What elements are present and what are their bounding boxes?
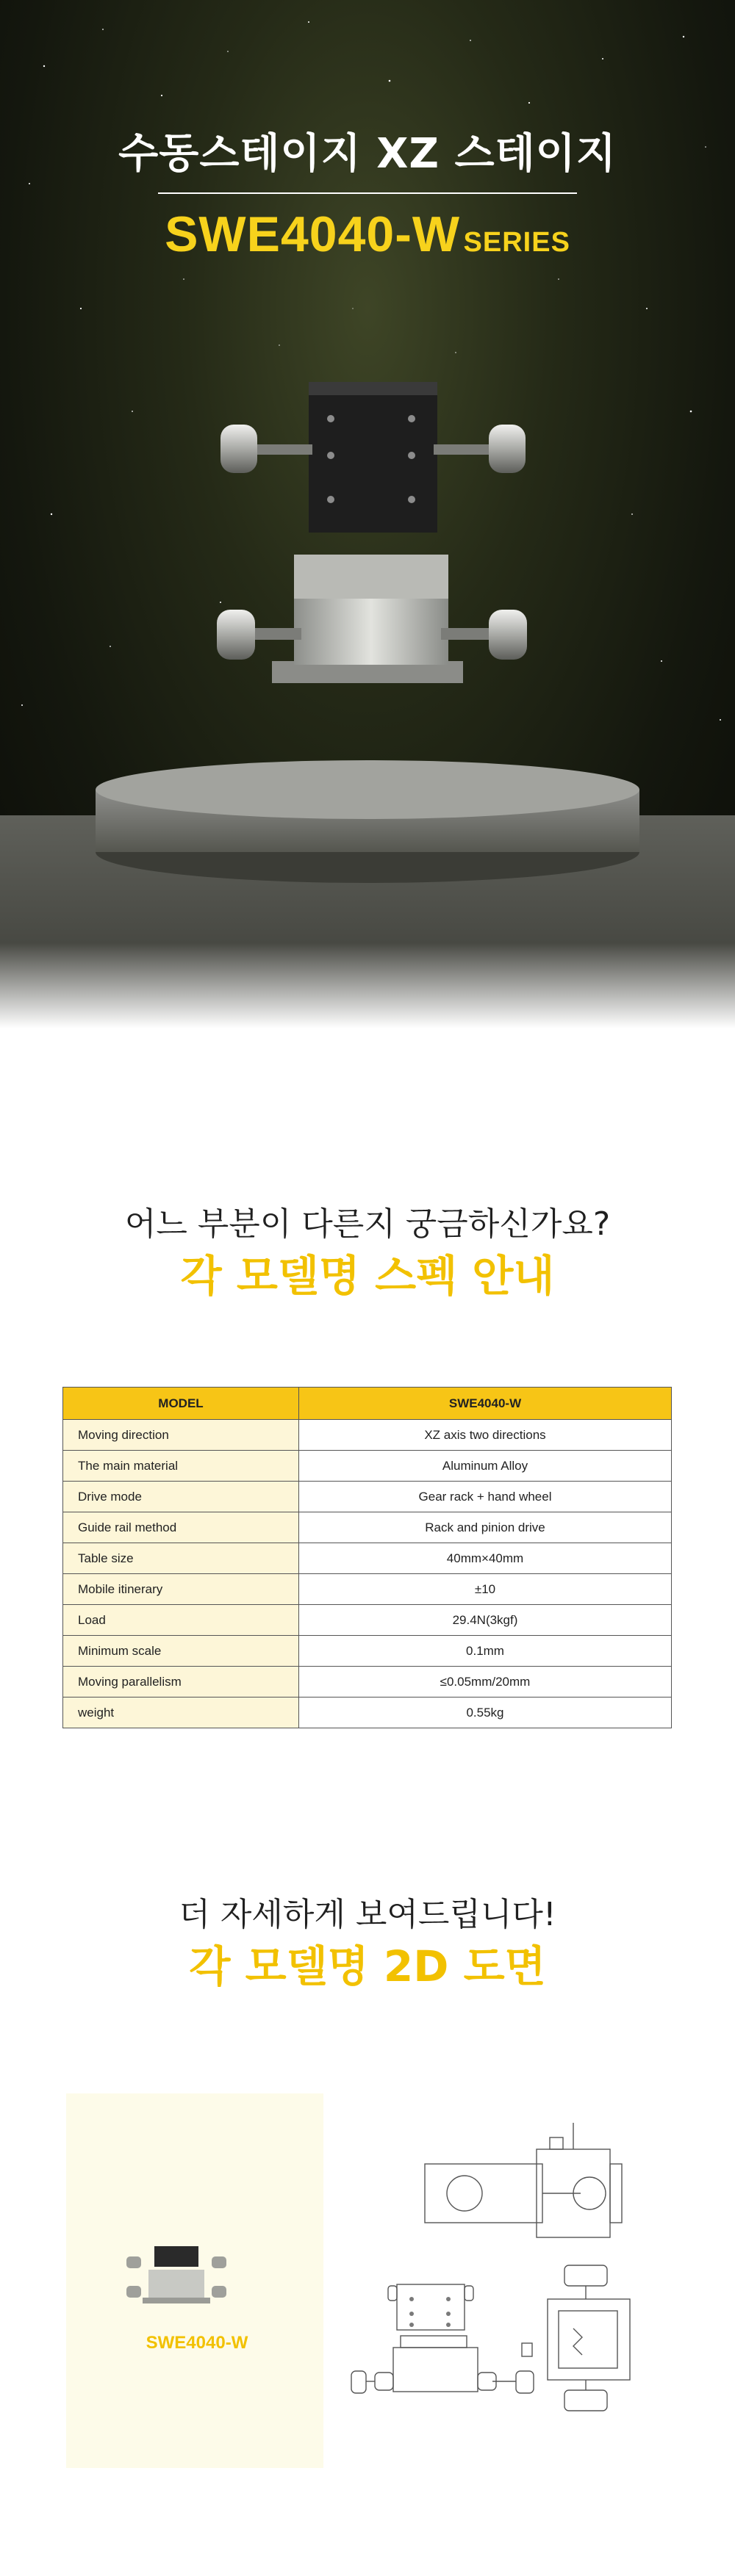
spec-label: Table size [63, 1543, 299, 1574]
product-render [0, 0, 735, 1028]
spec-section-heading: 각 모델명 스펙 안내 [180, 1251, 555, 1301]
spec-value: XZ axis two directions [299, 1420, 672, 1451]
spec-value: 0.1mm [299, 1636, 672, 1667]
drawing-section-heading: 각 모델명 2D 도면 [189, 1941, 546, 1991]
spec-value: ≤0.05mm/20mm [299, 1667, 672, 1698]
spec-header-model: MODEL [63, 1388, 299, 1420]
spec-label: Drive mode [63, 1482, 299, 1512]
spec-table-header [63, 1388, 672, 1420]
table-row [63, 1605, 672, 1636]
spec-value: 0.55kg [299, 1698, 672, 1728]
spec-value: 40mm×40mm [299, 1543, 672, 1574]
spec-label: Moving parallelism [63, 1667, 299, 1698]
hero-banner [0, 0, 735, 1028]
table-row [63, 1420, 672, 1451]
table-row [63, 1636, 672, 1667]
drawing-holes [409, 2297, 451, 2327]
spec-value: Aluminum Alloy [299, 1451, 672, 1482]
table-row [63, 1543, 672, 1574]
drawing-section-question: 더 자세하게 보여드립니다! [179, 1896, 556, 1933]
spec-value: ±10 [299, 1574, 672, 1605]
hero-series-label: SERIES [463, 227, 570, 258]
table-row [63, 1512, 672, 1543]
hero-model-name: SWE4040-W [165, 206, 461, 262]
spec-label: Load [63, 1605, 299, 1636]
spec-value: Gear rack + hand wheel [299, 1482, 672, 1512]
table-row [63, 1482, 672, 1512]
product-thumbnail [126, 2246, 226, 2303]
spec-label: Guide rail method [63, 1512, 299, 1543]
technical-drawing [66, 2093, 658, 2468]
spec-value: Rack and pinion drive [299, 1512, 672, 1543]
spec-header-value: SWE4040-W [299, 1388, 672, 1420]
spec-table [62, 1387, 672, 1728]
hero-title: 수동스테이지 XZ 스테이지 [118, 130, 617, 178]
spec-label: The main material [63, 1451, 299, 1482]
spec-label: Minimum scale [63, 1636, 299, 1667]
table-row [63, 1698, 672, 1728]
product-label: SWE4040-W [146, 2333, 248, 2353]
table-row [63, 1451, 672, 1482]
drawing-lines [351, 2123, 630, 2411]
table-row [63, 1574, 672, 1605]
spec-label: weight [63, 1698, 299, 1728]
spec-value: 29.4N(3kgf) [299, 1605, 672, 1636]
spec-label: Mobile itinerary [63, 1574, 299, 1605]
table-row [63, 1667, 672, 1698]
spec-section-question: 어느 부분이 다른지 궁금하신가요? [124, 1205, 611, 1243]
spec-label: Moving direction [63, 1420, 299, 1451]
